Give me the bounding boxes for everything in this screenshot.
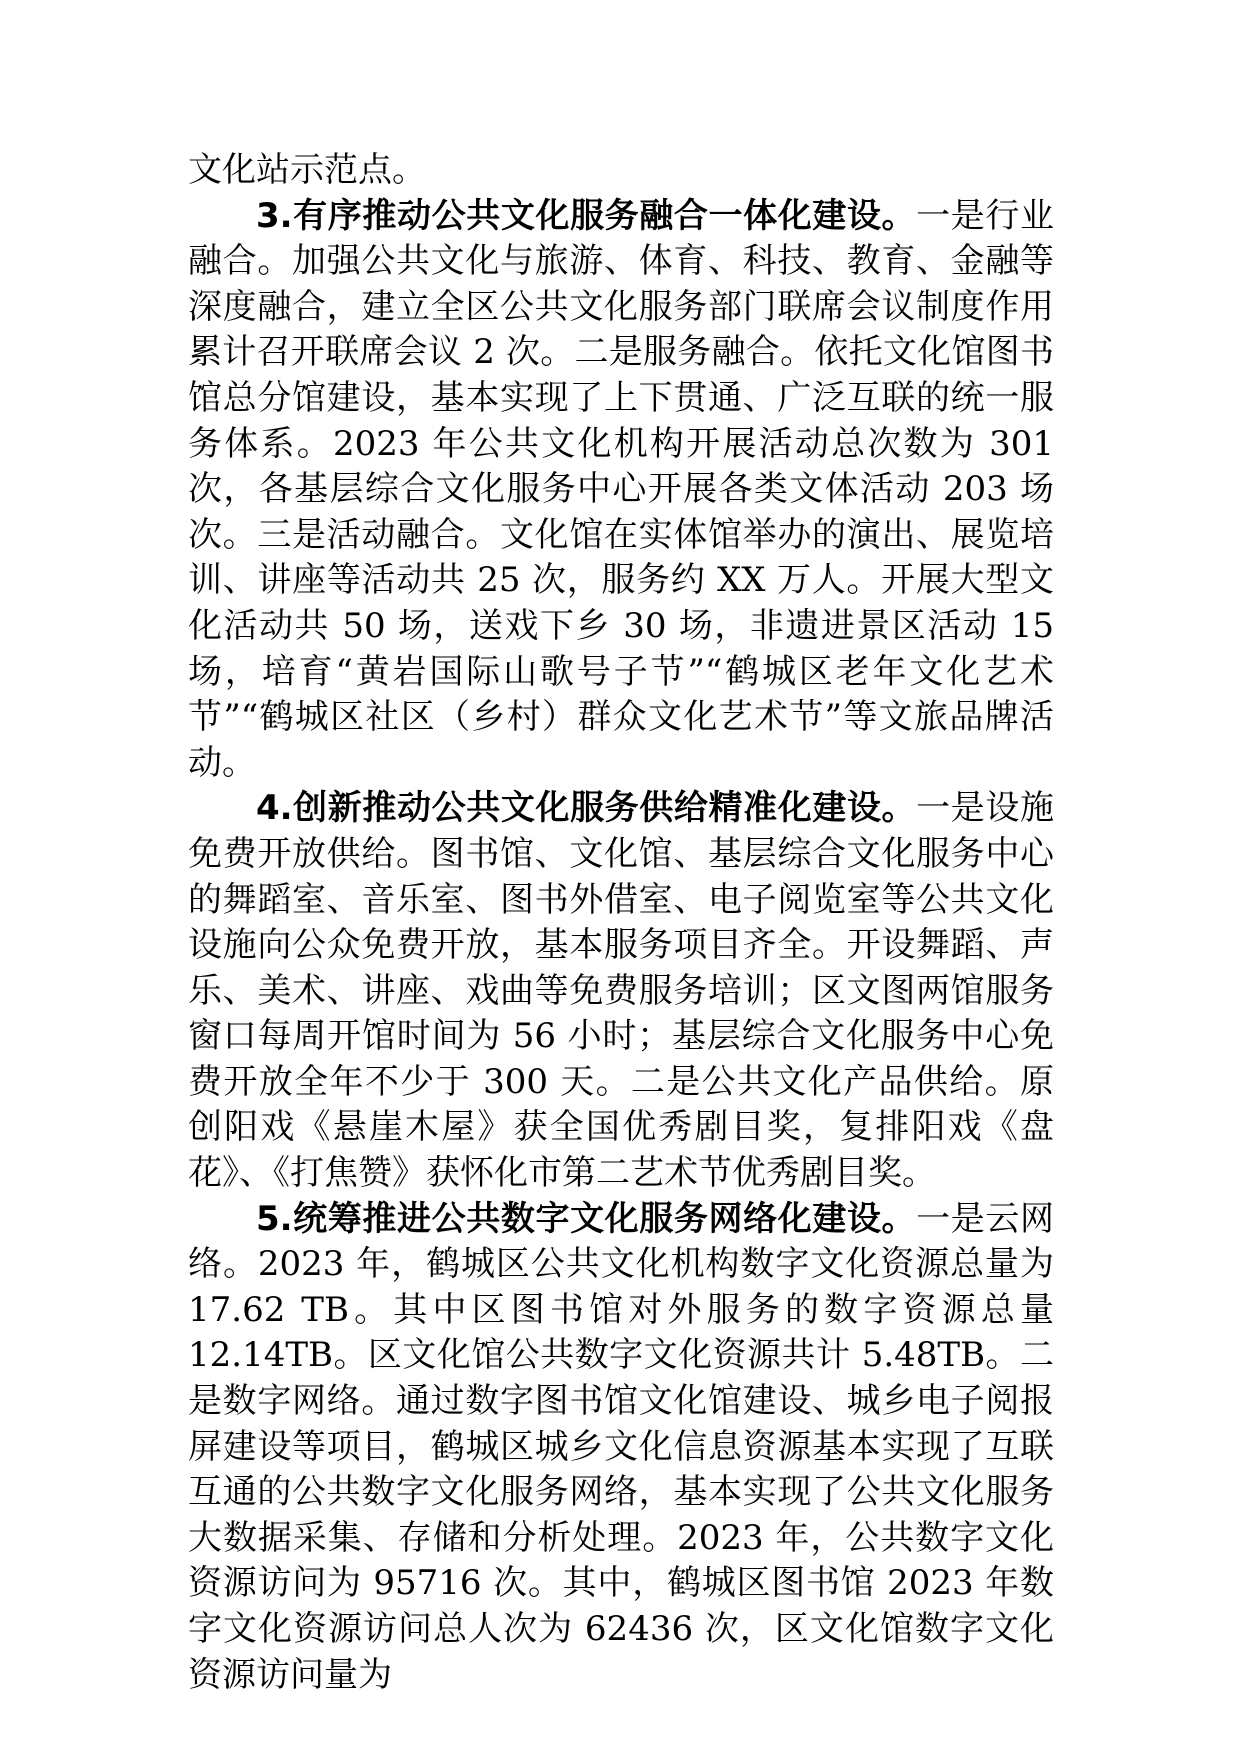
section-3-paragraph — [188, 194, 1054, 787]
section-5-body: 一是云网络。2023 年，鹤城区公共文化机构数字文化资源总量为 17.62 TB。其中区图书馆对外服务的数字资源总量 12.14TB。区文化馆公共数字文化资源共计 5.48TB。二是数字网络。通过数字图书馆文化馆建设、城乡电子阅报屏建设等项目，鹤城区城乡文化信息资源基本实现了互联互通的公共数字文化服务网络，基本实现了公共文化服务大数据采集、存储和分析处理。2023 年，公共数字文化资源访问为 95716 次。其中，鹤城区图书馆 2023 年数字文化资源访问总人次为 62436 次，区文化馆数字文化资源访问量为 — [188, 1198, 1055, 1695]
continuation-paragraph: 文化站示范点。 — [188, 150, 426, 190]
section-4-body: 一是设施免费开放供给。图书馆、文化馆、基层综合文化服务中心的舞蹈室、音乐室、图书外借室、电子阅览室等公共文化设施向公众免费开放，基本服务项目齐全。开设舞蹈、声乐、美术、讲座、戏曲等免费服务培训；区文图两馆服务窗口每周开馆时间为 56 小时；基层综合文化服务中心免费开放全年不少于 300 天。二是公共文化产品供给。原创阳戏《悬崖木屋》获全国优秀剧目奖，复排阳戏《盘花》、《打焦赞》获怀化市第二艺术节优秀剧目奖。 — [188, 788, 1055, 1194]
section-5-paragraph — [188, 1197, 1054, 1699]
section-5-heading: 5.统筹推进公共数字文化服务网络化建设。 — [256, 1198, 917, 1239]
document-page — [188, 148, 1054, 1698]
section-4-heading: 4.创新推动公共文化服务供给精准化建设。 — [256, 788, 917, 829]
section-3-body: 一是行业融合。加强公共文化与旅游、体育、科技、教育、金融等深度融合，建立全区公共文化服务部门联席会议制度作用累计召开联席会议 2 次。二是服务融合。依托文化馆图书馆总分馆建设，基本实现了上下贯通、广泛互联的统一服务体系。2023 年公共文化机构开展活动总次数为 301 次，各基层综合文化服务中心开展各类文体活动 203 场次。三是活动融合。文化馆在实体馆举办的演出、展览培训、讲座等活动共 25 次，服务约 XX 万人。开展大型文化活动共 50 场，送戏下乡 30 场，非遗进景区活动 15 场，培育“黄岩国际山歌号子节”“鹤城区老年文化艺术节”“鹤城区社区（乡村）群众文化艺术节”等文旅品牌活动。 — [188, 195, 1055, 783]
section-3-heading: 3.有序推动公共文化服务融合一体化建设。 — [256, 195, 917, 236]
section-4-paragraph — [188, 786, 1054, 1196]
